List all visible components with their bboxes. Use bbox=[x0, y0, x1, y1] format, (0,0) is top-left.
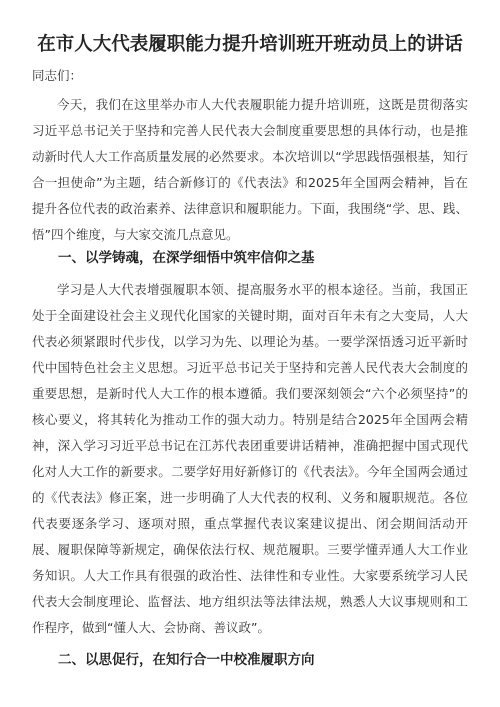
paragraph-section-1: 学习是人大代表增强履职本领、提高服务水平的根本途径。当前，我国正处于全面建设社会主义现代化国家的关键时期，面对百年未有之大变局，人大代表必须紧跟时代步伐，以学习为先、以理论为基。一要学深悟透习近平新时代中国特色社会主义思想。习近平总书记关于坚持和完善人民代表大会制度的重要思想，是新时代人大工作的根本遵循。我们要深刻领会“六个必须坚持”的核心要义，将其转化为推动工作的强大动力。特别是结合2025年全国两会精神，深入学习习近平总书记在江苏代表团重要讲话精神，准确把握中国式现代化对人大工作的新要求。二要学好用好新修订的《代表法》。今年全国两会通过的《代表法》修正案，进一步明确了人大代表的权利、义务和履职规范。各位代表要逐条学习、逐项对照，重点掌握代表议案建议提出、闭会期间活动开展、履职保障等新规定，确保依法行权、规范履职。三要学懂弄通人大工作业务知识。人大工作具有很强的政治性、法律性和专业性。大家要系统学习人民代表大会制度理论、监督法、地方组织法等法律法规，熟悉人大议事规则和工作程序，做到“懂人大、会协商、善议政”。 bbox=[32, 282, 468, 635]
paragraph-intro: 今天，我们在这里举办市人大代表履职能力提升培训班，这既是贯彻落实习近平总书记关于坚持和完善人民代表大会制度重要思想的具体行动，也是推动新时代人大工作高质量发展的必然要求。本次培训以“学思践悟强根基，知行合一担使命”为主题，结合新修订的《代表法》和2025年全国两会精神，旨在提升各位代表的政治素养、法律意识和履职能力。下面，我围绕“学、思、践、悟”四个维度，与大家交流几点意见。 bbox=[32, 97, 468, 242]
section-heading-1: 一、以学铸魂，在深学细悟中筑牢信仰之基 bbox=[58, 250, 315, 266]
salutation: 同志们： bbox=[32, 68, 83, 83]
section-heading-2: 二、以思促行，在知行合一中校准履职方向 bbox=[58, 652, 315, 668]
page-title: 在市人大代表履职能力提升培训班开班动员上的讲话 bbox=[37, 34, 463, 55]
